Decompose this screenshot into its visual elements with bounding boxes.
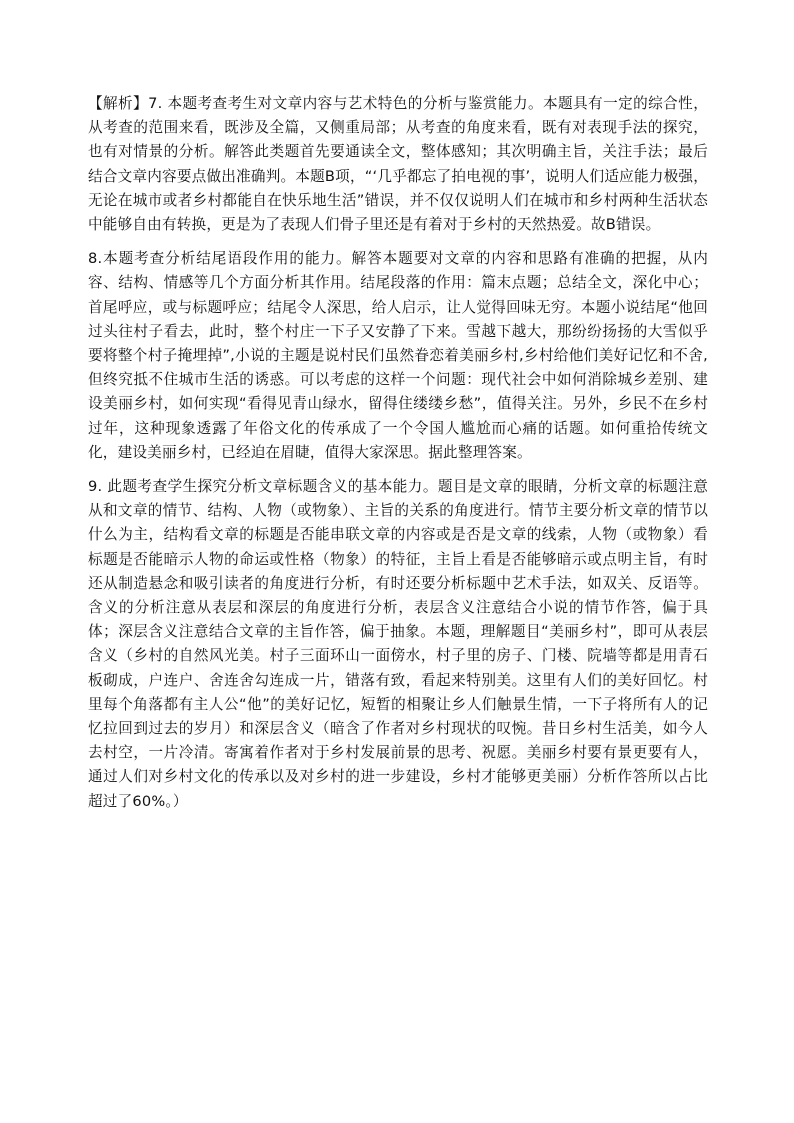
analysis-text-9: 9. 此题考查学生探究分析文章标题含义的基本能力。题目是文章的眼睛，分析文章的标题注意从和文章的情节、结构、人物（或物象）、主旨的关系的角度进行。情节主要分析文章的情节以什么为主，结构看文章的标题是否能串联文章的内容或是否是文章的线索，人物（或物象）看标题是否能暗示人物的命运或性格（物象）的特征，主旨上看是否能够暗示或点明主旨，有时还从制造悬念和吸引读者的角度进行分析，有时还要分析标题中艺术手法，如双关、反语等。含义的分析注意从表层和深层的角度进行分析，表层含义注意结合小说的情节作答，偏于具体；深层含义注意结合文章的主旨作答，偏于抽象。本题，理解题目“美丽乡村”，即可从表层含义（乡村的自然风光美。村子三面环山一面傍水，村子里的房子、门楼、院墙等都是用青石板砌成，户连户、舍连舍勾连成一片，错落有致，看起来特别美。这里有人们的美好回忆。村里每个角落都有主人公“他”的美好记忆，短暂的相聚让乡人们触景生情，一下子将所有人的记忆拉回到过去的岁月）和深层含义（暗含了作者对乡村现状的叹惋。昔日乡村生活美，如今人去村空，一片冷清。寄寓着作者对于乡村发展前景的思考、祝愿。美丽乡村要有景更要有人，通过人们对乡村文化的传承以及对乡村的进一步建设，乡村才能够更美丽）分析作答所以占比超过了60%。） xyxy=(88,478,708,810)
analysis-paragraph-7 xyxy=(88,92,708,237)
analysis-text-8: 8.本题考查分析结尾语段作用的能力。解答本题要对文章的内容和思路有准确的把握，从内容、结构、情感等几个方面分析其作用。结尾段落的作用：篇末点题；总结全文，深化中心；首尾呼应，或与标题呼应；结尾令人深思，给人启示，让人觉得回味无穷。本题小说结尾“他回过头往村子看去，此时，整个村庄一下子又安静了下来。雪越下越大，那纷纷扬扬的大雪似乎要将整个村子掩埋掉”,小说的主题是说村民们虽然眷恋着美丽乡村,乡村给他们美好记忆和不舍,但终究抵不住城市生活的诱惑。可以考虑的这样一个问题：现代社会中如何消除城乡差别、建设美丽乡村，如何实现“看得见青山绿水，留得住缕缕乡愁”，值得关注。另外，乡民不在乡村过年，这种现象透露了年俗文化的传承成了一个令国人尴尬而心痛的话题。如何重拾传统文化，建设美丽乡村，已经迫在眉睫，值得大家深思。据此整理答案。 xyxy=(88,250,708,461)
analysis-lead-label: 【解析】 xyxy=(88,95,149,112)
analysis-paragraph-8 xyxy=(88,247,708,465)
analysis-text-7: 7. 本题考查考生对文章内容与艺术特色的分析与鉴赏能力。本题具有一定的综合性，从考查的范围来看，既涉及全篇，又侧重局部；从考查的角度来看，既有对表现手法的探究，也有对情景的分析。解答此类题首先要通读全文，整体感知；其次明确主旨，关注手法；最后结合文章内容要点做出准确判。本题B项，“‘几乎都忘了拍电视的事’，说明人们适应能力极强，无论在城市或者乡村都能自在快乐地生活”错误，并不仅仅说明人们在城市和乡村两种生活状态中能够自由有转换，更是为了表现人们骨子里还是有着对于乡村的天然热爱。故B错误。 xyxy=(88,95,708,234)
document-page xyxy=(88,92,708,814)
analysis-paragraph-9 xyxy=(88,475,708,814)
